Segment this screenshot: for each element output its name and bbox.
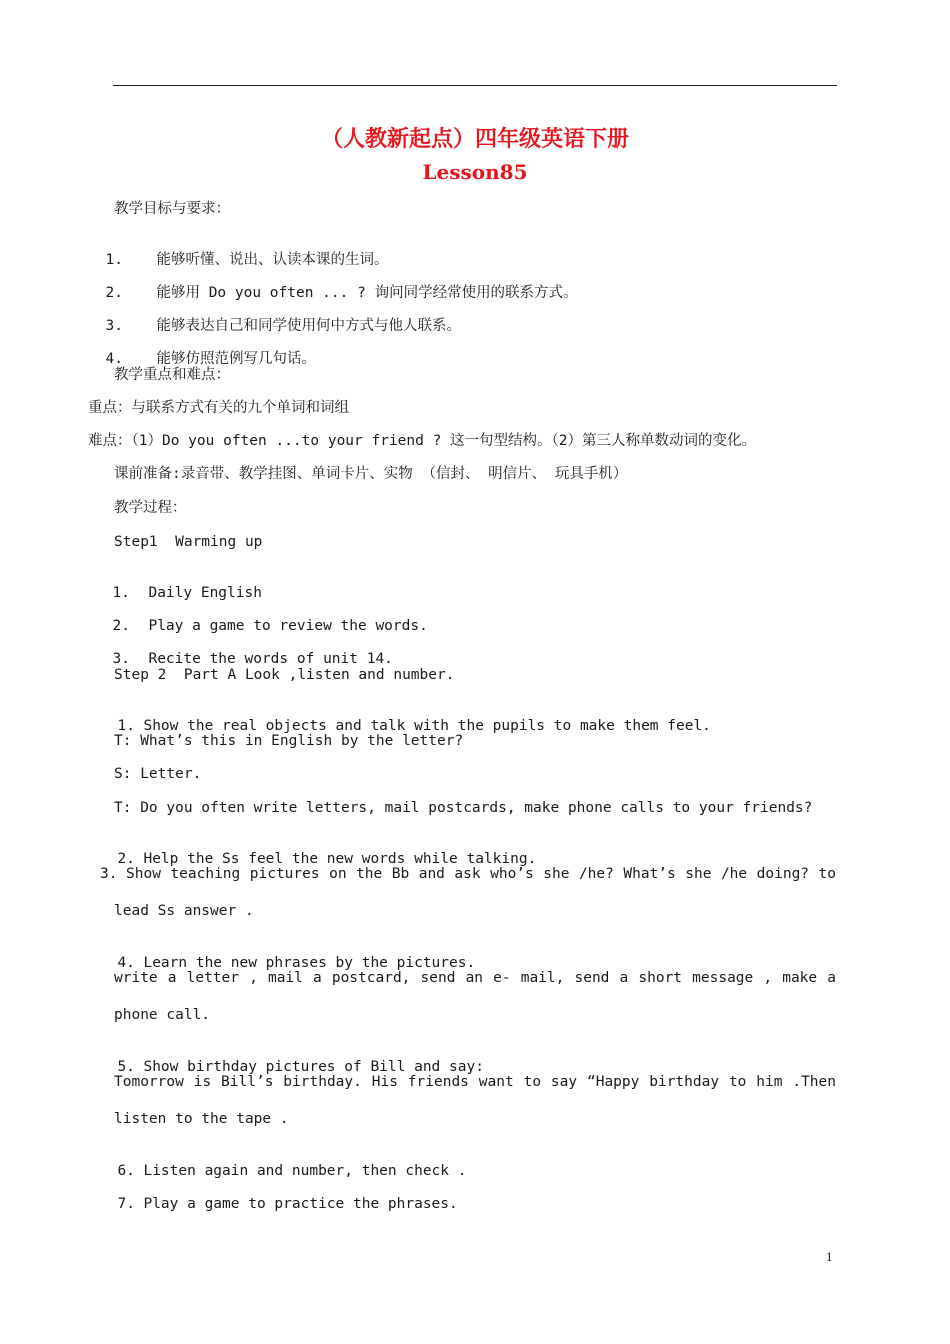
list-text: Help the Ss feel the new words while talking. (143, 851, 537, 867)
preparation: 课前准备:录音带、教学挂图、单词卡片、实物 （信封、 明信片、 玩具手机） (114, 466, 628, 482)
list-text: Learn the new phrases by the pictures. (143, 955, 476, 971)
step1-item (95, 566, 262, 602)
step2-item (100, 699, 711, 735)
process-heading: 教学过程： (114, 500, 187, 516)
list-number: 5. (117, 1059, 135, 1075)
step2-title: Step 2 Part A Look ,listen and number. (114, 667, 455, 683)
list-number: 7. (117, 1196, 135, 1212)
list-number: 1. (117, 718, 135, 734)
list-number: 2. (112, 618, 130, 634)
objectives-heading: 教学目标与要求： (114, 201, 230, 217)
list-text: Show the real objects and talk with the pupils to make them feel. (143, 718, 711, 734)
item5-detail: Tomorrow is Bill’s birthday. His friends want to say “Happy birthday to him .Then listen to the tape . (114, 1074, 836, 1127)
objective-item (88, 233, 388, 269)
step2-item (100, 1144, 466, 1180)
list-text: 能够仿照范例写几句话。 (156, 351, 316, 367)
key-point: 重点：与联系方式有关的九个单词和词组 (88, 400, 349, 416)
list-text: Show birthday pictures of Bill and say: (143, 1059, 484, 1075)
list-number: 4. (117, 955, 135, 971)
objective-item (88, 299, 461, 335)
dialog-line: T: Do you often write letters, mail postcards, make phone calls to your friends? (114, 800, 813, 816)
dialog-line: S: Letter. (114, 766, 202, 782)
list-text: Play a game to practice the phrases. (143, 1196, 458, 1212)
dialog-line: T: What’s this in English by the letter? (114, 733, 464, 749)
list-number: 3. (105, 318, 123, 334)
step1-item (95, 599, 428, 635)
list-number: 2. (105, 285, 123, 301)
list-text: Play a game to review the words. (148, 618, 428, 634)
list-text: 能够用 Do you often ... ? 询问同学经常使用的联系方式。 (156, 285, 578, 301)
lesson-title: Lesson85 (422, 160, 528, 184)
objective-item (88, 332, 316, 368)
list-text: 能够听懂、说出、认读本课的生词。 (156, 252, 389, 268)
list-number: 2. (117, 851, 135, 867)
list-text: 能够表达自己和同学使用何中方式与他人联系。 (156, 318, 461, 334)
phrases-text: write a letter , mail a postcard, send an e- mail, send a short message , make a phone call. (114, 970, 836, 1023)
list-number: 3. (112, 651, 130, 667)
list-number: 4. (105, 351, 123, 367)
key-points-heading: 教学重点和难点： (114, 367, 230, 383)
list-text: Recite the words of unit 14. (148, 651, 393, 667)
list-text: Daily English (148, 585, 262, 601)
step2-item (100, 1177, 458, 1213)
header-rule (113, 85, 837, 86)
list-number: 6. (117, 1163, 135, 1179)
list-number: 1. (105, 252, 123, 268)
page-number: 1 (826, 1249, 833, 1264)
step2-item-text: Show teaching pictures on the Bb and ask who’s she /he? What’s she /he doing? to lead Ss answer . (114, 866, 836, 919)
document-title: （人教新起点）四年级英语下册 (320, 126, 629, 152)
step1-item (95, 632, 393, 668)
list-number: 1. (112, 585, 130, 601)
step1-title: Step1 Warming up (114, 534, 263, 550)
objective-item (88, 266, 578, 302)
list-number: 3. (100, 866, 118, 882)
list-text: Listen again and number, then check . (143, 1163, 467, 1179)
difficult-point: 难点：（1）Do you often ...to your friend ? 这一句型结构。（2）第三人称单数动词的变化。 (88, 433, 757, 449)
